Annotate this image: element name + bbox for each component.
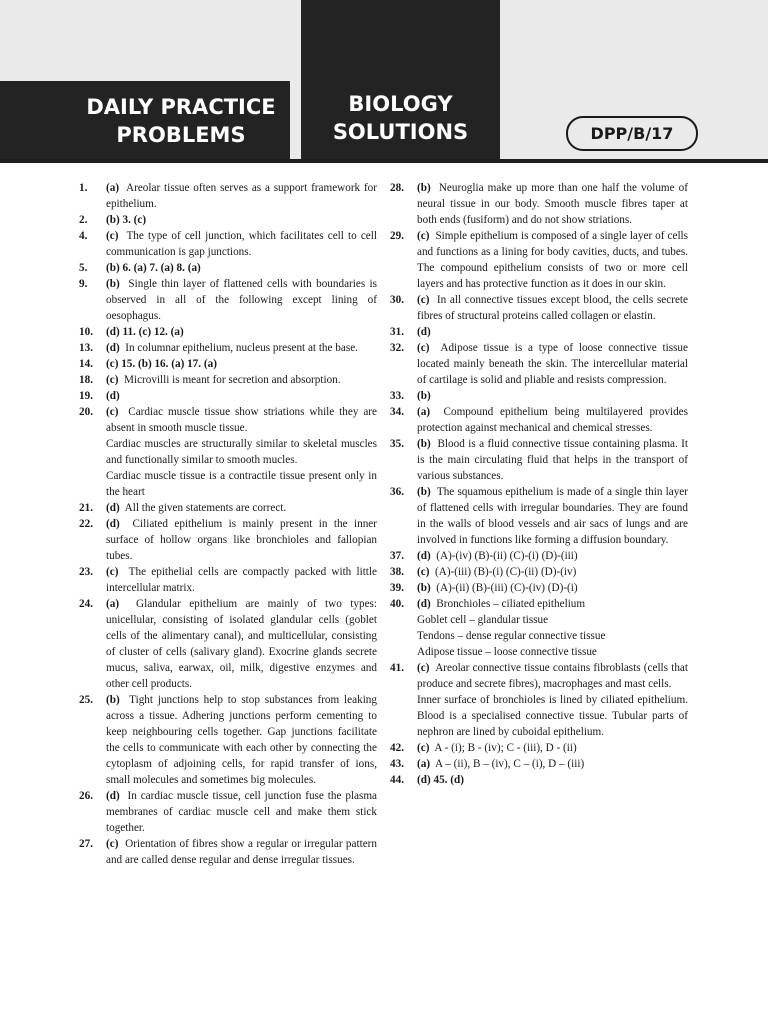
- answer-option: (d): [106, 342, 120, 354]
- right-column: [390, 180, 688, 788]
- answer-item: [390, 404, 688, 436]
- answer-item: [390, 596, 688, 660]
- answer-option: (a): [417, 406, 431, 418]
- answer-item: [390, 756, 688, 772]
- top-dark-block: [301, 0, 500, 81]
- explanation-paragraph: Inner surface of bronchioles is lined by ciliated epithelium. Blood is a specialised connective tissue. Tubular parts of nephron are lined by cuboidal epithelium.: [417, 694, 688, 738]
- explanation-paragraph: Adipose tissue – loose connective tissue: [417, 646, 597, 658]
- explanation-text: Blood is a fluid connective tissue containing plasma. It is the main circulating fluid that helps in the transport of various substances.: [417, 438, 689, 482]
- answer-item: [390, 564, 688, 580]
- explanation-paragraph: Tendons – dense regular connective tissue: [417, 630, 606, 642]
- question-number: 20.: [79, 406, 93, 418]
- question-number: 43.: [390, 758, 404, 770]
- explanation-text: Glandular epithelium are mainly of two types: unicellular, consisting of isolated glandular cells (goblet cells of the alimentary canal), and multicellular, consisting of cluster of cells (salivary gland). Exocrine glands secrete mucus, saliva, earwax, oil, milk, digestive enzymes and other cell products.: [106, 598, 377, 690]
- question-number: 29.: [390, 230, 404, 242]
- answer-item: [79, 276, 377, 324]
- question-number: 18.: [79, 374, 93, 386]
- answer-option: (c) 15. (b) 16. (a) 17. (a): [106, 358, 217, 370]
- explanation-text: Compound epithelium being multilayered provides protection against mechanical and chemical stresses.: [417, 406, 688, 434]
- answer-option: (c): [417, 742, 430, 754]
- question-number: 28.: [390, 182, 404, 194]
- explanation-text: Areolar connective tissue contains fibroblasts (cells that produce and secrete fibres), macrophages and mast cells.: [417, 662, 688, 690]
- answer-option: (c): [106, 374, 119, 386]
- answer-item: [390, 436, 688, 484]
- question-number: 1.: [79, 182, 88, 194]
- answer-item: [390, 772, 688, 788]
- explanation-text: Orientation of fibres show a regular or irregular pattern and are called dense regular and dense irregular tissues.: [106, 838, 377, 866]
- question-number: 40.: [390, 598, 404, 610]
- answer-item: [79, 356, 377, 372]
- answer-item: [79, 372, 377, 388]
- question-number: 13.: [79, 342, 93, 354]
- answer-item: [79, 180, 377, 212]
- answer-option: (b): [106, 694, 120, 706]
- question-number: 26.: [79, 790, 93, 802]
- question-number: 21.: [79, 502, 93, 514]
- question-number: 44.: [390, 774, 404, 786]
- explanation-text: Cardiac muscle tissue show striations while they are absent in smooth muscle tissue.: [106, 406, 378, 434]
- answer-item: [79, 228, 377, 260]
- answer-option: (d): [106, 790, 120, 802]
- explanation-text: In cardiac muscle tissue, cell junction fuse the plasma membranes of cardiac muscle cell and make them stick together.: [106, 790, 378, 834]
- explanation-text: Neuroglia make up more than one half the volume of neural tissue in our body. Smooth muscle fibres taper at both ends (fusiform) and do not show striations.: [417, 182, 688, 226]
- answer-option: (c): [417, 342, 430, 354]
- question-number: 31.: [390, 326, 404, 338]
- explanation-paragraph: Goblet cell – glandular tissue: [417, 614, 549, 626]
- answer-item: [79, 260, 377, 276]
- explanation-text: The squamous epithelium is made of a single thin layer of flattened cells with irregular boundaries. They are found in the walls of blood vessels and air sacs of lungs and are involved in functions like forming a diffusion boundary.: [417, 486, 688, 546]
- answer-option: (a): [106, 182, 120, 194]
- answer-item: [79, 596, 377, 692]
- answer-option: (d): [417, 598, 431, 610]
- explanation-paragraph: Cardiac muscle tissue is a contractile tissue present only in the heart: [106, 470, 377, 498]
- explanation-text: A - (i); B - (iv); C - (iii), D - (ii): [434, 742, 577, 754]
- answer-option: (c): [106, 406, 119, 418]
- question-number: 25.: [79, 694, 93, 706]
- header-title-line1: DAILY PRACTICE: [86, 95, 276, 119]
- answer-item: [79, 564, 377, 596]
- left-column: [79, 180, 377, 868]
- explanation-text: Adipose tissue is a type of loose connective tissue located mainly beneath the skin. The intercellular material of cartilage is solid and pliable and resists compression.: [417, 342, 688, 386]
- explanation-text: (A)-(iii) (B)-(i) (C)-(ii) (D)-(iv): [435, 566, 577, 578]
- dpp-code-badge: DPP/B/17: [566, 116, 698, 151]
- answer-item: [390, 340, 688, 388]
- answer-item: [79, 516, 377, 564]
- question-number: 24.: [79, 598, 93, 610]
- explanation-text: Single thin layer of flattened cells with boundaries is observed in all of the following except lining of oesophagus.: [106, 278, 378, 322]
- answer-option: (b): [417, 438, 431, 450]
- question-number: 38.: [390, 566, 404, 578]
- header-title-line2: PROBLEMS: [116, 123, 246, 147]
- explanation-text: Ciliated epithelium is mainly present in the inner surface of hollow organs like bronchioles and fallopian tubes.: [106, 518, 377, 562]
- question-number: 2.: [79, 214, 88, 226]
- question-number: 27.: [79, 838, 93, 850]
- explanation-text: The epithelial cells are compactly packed with little intercellular matrix.: [106, 566, 377, 594]
- answer-option: (d) 11. (c) 12. (a): [106, 326, 184, 338]
- explanation-text: The type of cell junction, which facilitates cell to cell communication is gap junctions.: [106, 230, 377, 258]
- question-number: 37.: [390, 550, 404, 562]
- explanation-text: Microvilli is meant for secretion and absorption.: [124, 374, 341, 386]
- answer-item: [390, 580, 688, 596]
- question-number: 41.: [390, 662, 404, 674]
- question-number: 14.: [79, 358, 93, 370]
- answer-item: [390, 484, 688, 548]
- answer-option: (b): [417, 486, 431, 498]
- question-number: 33.: [390, 390, 404, 402]
- answer-option: (b) 3. (c): [106, 214, 147, 226]
- answer-item: [390, 740, 688, 756]
- answer-option: (b): [417, 182, 431, 194]
- question-number: 10.: [79, 326, 93, 338]
- answer-item: [79, 788, 377, 836]
- answer-option: (b): [417, 582, 431, 594]
- explanation-text: Bronchioles – ciliated epithelium: [436, 598, 586, 610]
- explanation-paragraph: Cardiac muscles are structurally similar to skeletal muscles and functionally similar to smooth mucles.: [106, 438, 377, 466]
- answer-item: [79, 836, 377, 868]
- question-number: 19.: [79, 390, 93, 402]
- answer-option: (c): [417, 566, 430, 578]
- explanation-text: In columnar epithelium, nucleus present at the base.: [125, 342, 358, 354]
- question-number: 35.: [390, 438, 404, 450]
- header-title: [80, 93, 282, 149]
- answer-option: (c): [106, 566, 119, 578]
- answer-item: [79, 388, 377, 404]
- answer-option: (d): [417, 550, 431, 562]
- answer-option: (d): [106, 390, 120, 402]
- explanation-text: All the given statements are correct.: [124, 502, 287, 514]
- answer-option: (d): [417, 326, 431, 338]
- explanation-text: (A)-(iv) (B)-(ii) (C)-(i) (D)-(iii): [436, 550, 578, 562]
- question-number: 34.: [390, 406, 404, 418]
- answer-item: [390, 292, 688, 324]
- question-number: 39.: [390, 582, 404, 594]
- answer-option: (c): [417, 662, 430, 674]
- question-number: 5.: [79, 262, 88, 274]
- explanation-text: Areolar tissue often serves as a support framework for epithelium.: [106, 182, 377, 210]
- question-number: 36.: [390, 486, 404, 498]
- answer-option: (c): [106, 838, 119, 850]
- answer-option: (a): [417, 758, 431, 770]
- answer-item: [79, 324, 377, 340]
- header-subject: [301, 90, 500, 146]
- answer-item: [390, 228, 688, 292]
- answer-option: (c): [417, 230, 430, 242]
- explanation-text: In all connective tissues except blood, the cells secrete fibres of structural proteins called collagen or elastin.: [417, 294, 689, 322]
- answer-option: (b): [417, 390, 431, 402]
- question-number: 9.: [79, 278, 88, 290]
- explanation-text: Simple epithelium is composed of a single layer of cells and functions as a lining for body cavities, ducts, and tubes. The compound epithelium consists of two or more cell layers and has protective function as it does in our skin.: [417, 230, 689, 290]
- explanation-text: (A)-(ii) (B)-(iii) (C)-(iv) (D)-(i): [436, 582, 578, 594]
- answer-option: (c): [417, 294, 430, 306]
- question-number: 23.: [79, 566, 93, 578]
- question-number: 32.: [390, 342, 404, 354]
- answer-item: [390, 324, 688, 340]
- answer-option: (d): [106, 502, 120, 514]
- answer-item: [79, 212, 377, 228]
- question-number: 22.: [79, 518, 93, 530]
- answer-item: [390, 660, 688, 740]
- answer-option: (d): [106, 518, 120, 530]
- header-subject-line2: SOLUTIONS: [332, 120, 469, 144]
- question-number: 42.: [390, 742, 404, 754]
- answer-option: (d) 45. (d): [417, 774, 464, 786]
- answer-item: [390, 548, 688, 564]
- answer-item: [79, 340, 377, 356]
- answer-item: [79, 692, 377, 788]
- answer-option: (b): [106, 278, 120, 290]
- explanation-text: Tight junctions help to stop substances from leaking across a tissue. Adhering junctions perform cementing to keep neighbouring cells together. Gap junctions facilitate the cells to communicate with each other by connecting the cytoplasm of adjoining cells, for rapid transfer of ions, small molecules and sometimes big molecules.: [106, 694, 377, 786]
- answer-item: [79, 404, 377, 500]
- header-rule: [0, 159, 768, 163]
- answer-item: [79, 500, 377, 516]
- answer-item: [390, 388, 688, 404]
- header-subject-line1: BIOLOGY: [348, 92, 453, 116]
- answer-option: (a): [106, 598, 120, 610]
- question-number: 30.: [390, 294, 404, 306]
- explanation-text: A – (ii), B – (iv), C – (i), D – (iii): [435, 758, 585, 770]
- answer-option: (b) 6. (a) 7. (a) 8. (a): [106, 262, 201, 274]
- answer-option: (c): [106, 230, 119, 242]
- answer-item: [390, 180, 688, 228]
- question-number: 4.: [79, 230, 88, 242]
